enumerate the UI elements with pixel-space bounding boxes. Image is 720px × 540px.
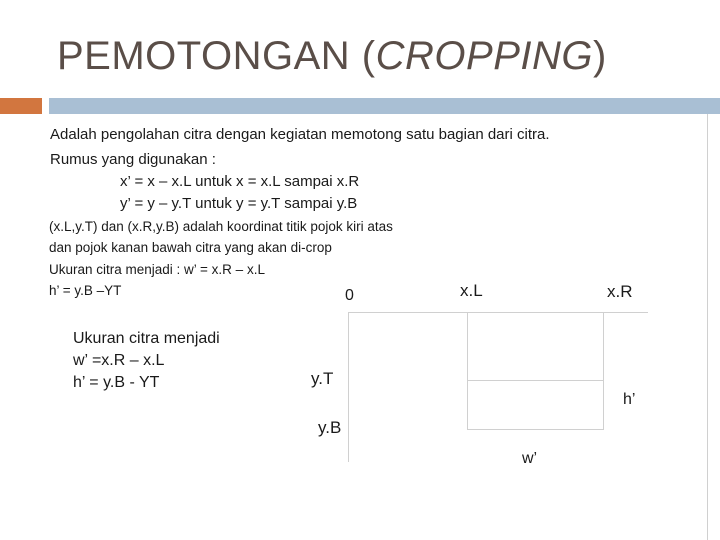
body-line-corner: dan pojok kanan bawah citra yang akan di-crop bbox=[49, 240, 332, 255]
formula-x: x’ = x – x.L untuk x = x.L sampai x.R bbox=[120, 173, 360, 190]
right-divider bbox=[707, 114, 708, 540]
page-title bbox=[57, 34, 607, 79]
crop-left-edge bbox=[467, 312, 468, 430]
label-h: h’ bbox=[623, 391, 636, 408]
label-w: w’ bbox=[522, 450, 538, 467]
label-xl: x.L bbox=[460, 281, 483, 300]
label-xr: x.R bbox=[607, 282, 633, 301]
body-line-size-w: Ukuran citra menjadi : w’ = x.R – x.L bbox=[49, 262, 265, 277]
label-yt: y.T bbox=[311, 369, 334, 388]
formula-y: y’ = y – y.T untuk y = y.T sampai y.B bbox=[120, 195, 358, 212]
accent-orange-block bbox=[0, 98, 42, 114]
label-yb: y.B bbox=[318, 418, 342, 437]
title-italic: CROPPING bbox=[375, 34, 593, 78]
summary-line-2: w’ =x.R – x.L bbox=[73, 352, 165, 369]
summary-line-1: Ukuran citra menjadi bbox=[73, 330, 220, 347]
crop-right-edge bbox=[603, 312, 604, 430]
summary-line-3: h’ = y.B - YT bbox=[73, 374, 160, 391]
title-end: ) bbox=[592, 34, 607, 78]
accent-blue-bar bbox=[49, 98, 720, 114]
label-origin: 0 bbox=[345, 287, 354, 304]
image-left-edge bbox=[348, 312, 349, 462]
crop-bottom-edge bbox=[467, 429, 603, 430]
crop-top-edge bbox=[467, 380, 603, 381]
body-line-formula-intro: Rumus yang digunakan : bbox=[50, 151, 216, 168]
body-line-coords: (x.L,y.T) dan (x.R,y.B) adalah koordinat titik pojok kiri atas bbox=[49, 219, 393, 234]
title-main: PEMOTONGAN ( bbox=[57, 34, 376, 78]
body-line-size-h: h’ = y.B –YT bbox=[49, 283, 122, 298]
body-line-definition: Adalah pengolahan citra dengan kegiatan memotong satu bagian dari citra. bbox=[50, 126, 550, 143]
